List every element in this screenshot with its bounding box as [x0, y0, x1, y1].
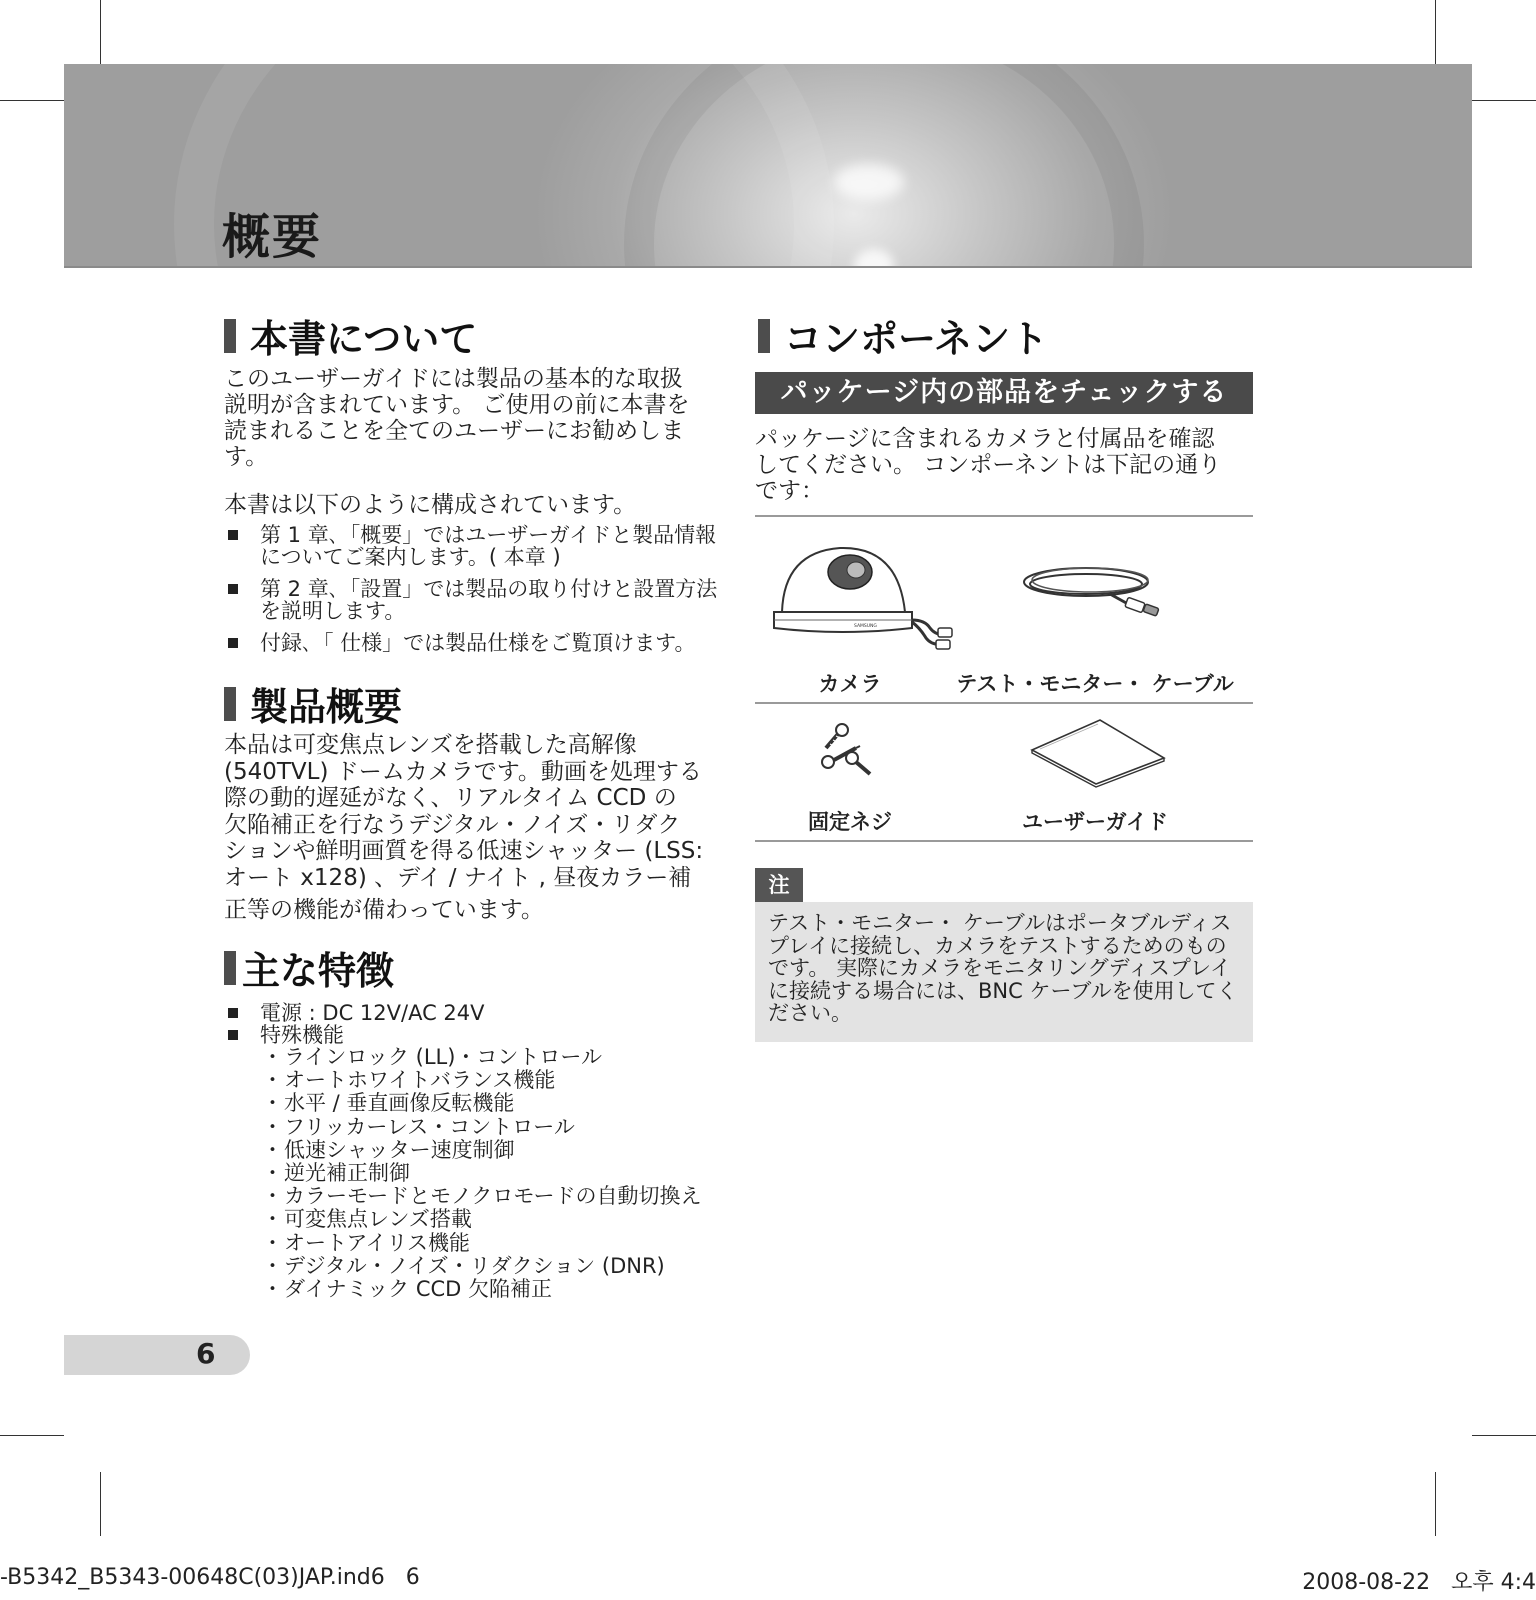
about-intro: このユーザーガイドには製品の基本的な取扱 説明が含まれています。 ご使用の前に本書を 読まれることを全てのユーザーにお勧めしま す。: [224, 366, 690, 470]
package-check-title: パッケージ内の部品をチェックする: [755, 372, 1253, 414]
list-item: 第 2 章､「設置」では製品の取り付けと設置方法 を説明します。: [224, 578, 724, 622]
item-caption-screws: 固定ネジ: [808, 810, 892, 834]
note-text: テスト・モニター・ ケーブルはポータブルディス プレイに接続し、カメラをテストするためのもの です。 実際にカメラをモニタリングディスプレイ に接続する場合には、BNC ケーブルを使用してく ださい。: [768, 911, 1238, 1025]
user-guide-image: [1030, 718, 1166, 788]
screws-image: [820, 722, 890, 778]
overview-heading: 製品概要: [224, 676, 402, 731]
list-item: ・ オートアイリス機能: [262, 1230, 471, 1255]
about-chapter-list: [224, 524, 724, 654]
footer-timestamp: 2008-08-22 오후 4:4: [1302, 1570, 1536, 1595]
list-item: ・ 可変焦点レンズ搭載: [262, 1207, 472, 1232]
crop-mark: [0, 1435, 64, 1436]
list-item: 電源 : DC 12V/AC 24V: [224, 1002, 744, 1024]
page-number: 6: [196, 1337, 216, 1370]
list-item: ・ 逆光補正制御: [262, 1161, 410, 1186]
about-heading: 本書について: [224, 308, 477, 363]
crop-mark: [1472, 1435, 1536, 1436]
crop-mark: [100, 1472, 101, 1536]
overview-text: 本品は可変焦点レンズを搭載した高解像 (540TVL) ドームカメラです。動画を処理する 際の動的遅延がなく、リアルタイム CCD の 欠陥補正を行なうデジタル・ノイズ・リダク ションや鮮明画質を得る低速シャッター (LSS: オート x128) 、デイ / ナイト , 昼夜カラー補 正等の機能が備わっています。: [224, 732, 704, 923]
page-number-tab: [64, 1335, 250, 1375]
divider: [755, 702, 1253, 704]
list-item: ・ カラーモードとモノクロモードの自動切換え: [262, 1184, 702, 1209]
camera-image: [770, 540, 960, 652]
page-title: 概要: [222, 209, 323, 265]
divider: [755, 515, 1253, 517]
list-item: ・ 水平 / 垂直画像反転機能: [262, 1091, 515, 1116]
list-item: ・ オートホワイトバランス機能: [262, 1068, 556, 1093]
list-item: ・ ラインロック (LL)・コントロール: [262, 1045, 602, 1069]
crop-mark: [1435, 0, 1436, 64]
divider: [755, 840, 1253, 842]
list-item: 第 1 章､「概要」ではユーザーガイドと製品情報 についてご案内します。( 本章 ): [224, 524, 724, 568]
crop-mark: [100, 0, 101, 64]
footer-file-info: -B5342_B5343-00648C(03)JAP.ind6 6: [0, 1565, 420, 1590]
list-item: 特殊機能 ・ ラインロック (LL)・コントロール ・ オートホワイトバランス機能 ・ 水平 / 垂直画像反転機能 ・ フリッカーレス・コントロール ・ 低速シャッター速度制御 ・ 逆光補正制御 ・ カラーモードとモノクロモードの自動切換え ・ 可変焦点レンズ搭載 ・ オートアイリス機能 ・ デジタル・ノイズ・リダクション (DNR) ・ ダイナミック CCD 欠陥補正: [224, 1024, 744, 1301]
crop-mark: [1472, 100, 1536, 101]
features-list: [224, 1002, 744, 1301]
item-caption-camera: カメラ: [818, 672, 882, 696]
list-item: ・ ダイナミック CCD 欠陥補正: [262, 1277, 553, 1302]
list-item: ・ デジタル・ノイズ・リダクション (DNR): [262, 1253, 665, 1278]
item-caption-cable: テスト・モニター・ ケーブル: [956, 672, 1234, 696]
list-item: 付録､「 仕様」では製品仕様をご覧頂けます。: [224, 632, 724, 654]
heading-marker: [758, 319, 770, 353]
about-structure: 本書は以下のように構成されています。: [224, 492, 637, 518]
special-features-list: [260, 1046, 744, 1301]
item-caption-guide: ユーザーガイド: [1022, 810, 1168, 834]
heading-marker: [224, 687, 236, 721]
crop-mark: [1435, 1472, 1436, 1536]
components-heading: コンポーネント: [758, 308, 1048, 363]
list-item: ・ 低速シャッター速度制御: [262, 1137, 515, 1162]
cable-image: [1020, 556, 1170, 620]
features-heading: 主な特徴: [224, 940, 394, 995]
heading-marker: [224, 319, 236, 353]
camera-logo: SAMSUNG: [854, 624, 877, 629]
package-text: パッケージに含まれるカメラと付属品を確認 してください。 コンポーネントは下記の通り です：: [755, 426, 1222, 504]
heading-marker: [224, 951, 236, 985]
crop-mark: [0, 100, 64, 101]
list-item: ・ フリッカーレス・コントロール: [262, 1114, 575, 1139]
note-tag: 注: [755, 868, 803, 902]
